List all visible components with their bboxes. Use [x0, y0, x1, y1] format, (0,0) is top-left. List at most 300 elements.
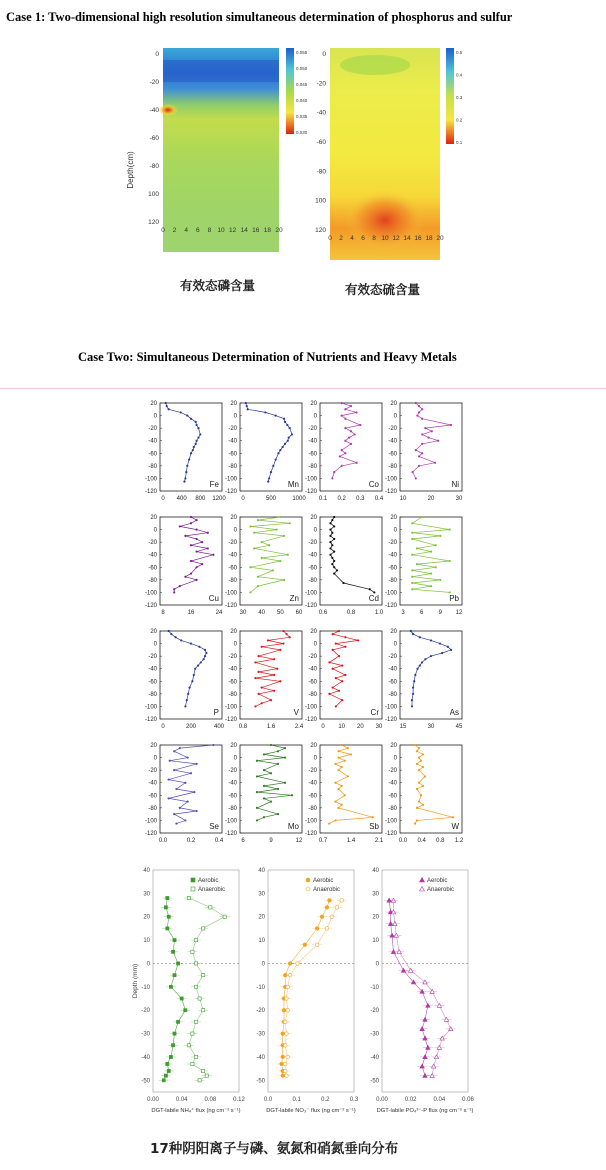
data-point — [179, 585, 181, 587]
ytick-label: 30 — [258, 891, 265, 898]
ytick-label: 20 — [150, 401, 157, 407]
data-point — [195, 443, 197, 445]
xtick-label: 9 — [269, 838, 273, 844]
data-point — [341, 680, 343, 682]
phosphorus-caption: 有效态磷含量 — [180, 278, 256, 293]
data-point — [350, 443, 352, 445]
data-point — [303, 943, 307, 947]
data-point — [413, 680, 415, 682]
data-point — [347, 747, 349, 749]
ytick-label: -20 — [228, 768, 237, 775]
ytick-label: 20 — [150, 515, 157, 521]
ytick-label: -40 — [308, 780, 317, 787]
data-point — [199, 433, 201, 435]
ytick-label: 0 — [313, 641, 317, 648]
data-point — [422, 785, 424, 787]
data-point — [341, 465, 343, 467]
data-point — [198, 1079, 201, 1082]
data-point — [179, 747, 181, 749]
data-point — [164, 906, 167, 909]
ytick-label: 0 — [233, 755, 237, 762]
data-point — [257, 655, 259, 657]
data-point — [335, 642, 337, 644]
ytick-label: -100 — [384, 704, 397, 711]
data-point — [202, 1009, 205, 1012]
ytick-label: -80 — [388, 691, 397, 698]
data-point — [329, 554, 331, 556]
data-point — [450, 649, 452, 651]
profile-Mn — [225, 401, 306, 502]
ytick-label: -50 — [370, 1078, 379, 1085]
data-point — [335, 906, 339, 910]
data-point — [190, 560, 192, 562]
ytick-label: -40 — [308, 552, 317, 559]
xtick-label: 12 — [295, 838, 303, 844]
flux-panel-NO3 — [256, 868, 359, 1114]
data-point — [272, 465, 274, 467]
data-point — [414, 744, 416, 746]
data-point — [184, 705, 186, 707]
ytick-label: -120 — [144, 717, 157, 723]
ytick-label: 0 — [393, 755, 397, 762]
element-label: Fe — [209, 480, 219, 489]
xtick-label: 0.0 — [398, 838, 408, 844]
phosphorus-hotspot — [158, 104, 178, 116]
xtick-label: 10 — [399, 496, 407, 502]
data-point — [276, 668, 278, 670]
data-point — [192, 449, 194, 451]
map-ytick-label: -80 — [316, 168, 326, 176]
ytick-label: -80 — [388, 463, 397, 470]
xtick-label: 2.4 — [294, 724, 304, 730]
data-point — [341, 664, 343, 666]
ytick-label: -20 — [141, 1008, 150, 1015]
data-point — [315, 927, 319, 931]
data-point — [184, 576, 186, 578]
ytick-label: -20 — [148, 540, 157, 547]
ytick-label: 20 — [372, 914, 379, 921]
ytick-label: -40 — [308, 666, 317, 673]
xtick-label: 0.4 — [417, 838, 426, 844]
data-point — [196, 519, 198, 521]
profile-Pb — [385, 515, 463, 616]
ytick-label: -100 — [304, 590, 317, 597]
data-point — [279, 649, 281, 651]
data-point — [202, 927, 205, 930]
data-point — [254, 705, 256, 707]
plot-frame — [160, 745, 222, 833]
colorbar-label: 0.3 — [456, 95, 463, 100]
plot-frame — [400, 745, 462, 833]
data-point — [196, 763, 198, 765]
data-point — [344, 440, 346, 442]
profile-V — [225, 629, 304, 730]
data-point — [331, 532, 333, 534]
data-point — [279, 560, 281, 562]
ytick-label: 10 — [143, 938, 150, 945]
legend-marker — [306, 887, 310, 891]
data-point — [421, 443, 423, 445]
xtick-label: 0.3 — [356, 496, 365, 502]
profile-Fe — [145, 401, 226, 502]
data-point — [341, 402, 343, 404]
legend-label: Anaerobic — [313, 887, 341, 893]
data-point — [430, 572, 432, 574]
colorbar-label: 0.055 — [296, 50, 308, 55]
data-point — [171, 1044, 174, 1047]
data-point — [263, 816, 265, 818]
data-point — [359, 424, 361, 426]
data-point — [272, 569, 274, 571]
data-point — [415, 449, 417, 451]
xtick-label: 0.1 — [318, 496, 328, 502]
data-point — [173, 588, 175, 590]
ytick-label: -100 — [384, 476, 397, 483]
xtick-label: 0.04 — [433, 1097, 446, 1103]
data-point — [418, 800, 420, 802]
ytick-label: 0 — [233, 413, 237, 420]
plot-frame — [240, 403, 302, 491]
data-point — [204, 655, 206, 657]
ytick-label: -60 — [228, 679, 237, 686]
data-point — [283, 1069, 287, 1073]
ytick-label: -80 — [388, 577, 397, 584]
data-point — [191, 950, 194, 953]
ytick-label: 0 — [153, 641, 157, 648]
plot-frame — [400, 631, 462, 719]
data-point — [341, 449, 343, 451]
data-point — [176, 962, 179, 965]
data-point — [175, 636, 177, 638]
data-point — [414, 674, 416, 676]
data-point — [354, 433, 356, 435]
data-point — [422, 804, 424, 806]
data-point — [245, 402, 247, 404]
data-point — [284, 421, 286, 423]
data-point — [439, 579, 441, 581]
ytick-label: -60 — [388, 679, 397, 686]
data-point — [166, 896, 169, 899]
map-ytick-label: -80 — [149, 163, 159, 170]
xtick-label: 0 — [161, 724, 165, 730]
ytick-label: -60 — [148, 679, 157, 686]
data-point — [333, 560, 335, 562]
legend-label: Anaerobic — [427, 887, 455, 893]
data-point — [416, 547, 418, 549]
ytick-label: -80 — [308, 577, 317, 584]
data-point — [175, 788, 177, 790]
sulfur-colorbar — [446, 48, 454, 144]
data-point — [333, 525, 335, 527]
case2-heading: Case Two: Simultaneous Determination of Nutrients and Heavy Metals — [78, 350, 457, 364]
legend-label: Aerobic — [198, 878, 219, 884]
data-point — [168, 408, 170, 410]
data-point — [173, 939, 176, 942]
data-point — [320, 915, 324, 919]
ytick-label: -40 — [148, 552, 157, 559]
ytick-label: -10 — [141, 984, 150, 991]
data-point — [209, 906, 212, 909]
data-point — [273, 690, 275, 692]
map-xtick-label: 8 — [372, 235, 376, 242]
ytick-label: 20 — [230, 401, 237, 407]
map-ytick-label: 0 — [322, 51, 326, 58]
data-point — [253, 547, 255, 549]
data-point — [357, 639, 359, 641]
profile-Co — [305, 401, 384, 502]
data-point — [193, 791, 195, 793]
data-point — [411, 588, 413, 590]
ytick-label: -60 — [228, 565, 237, 572]
data-point — [416, 763, 418, 765]
data-point — [331, 563, 333, 565]
ytick-label: -100 — [144, 818, 157, 825]
ytick-label: -40 — [148, 666, 157, 673]
data-point — [337, 756, 339, 758]
data-point — [329, 535, 331, 537]
map-xtick-label: 4 — [184, 227, 189, 234]
data-point — [412, 471, 414, 473]
map-ytick-label: 120 — [148, 219, 159, 226]
data-point — [282, 642, 284, 644]
ytick-label: -60 — [388, 793, 397, 800]
data-point — [168, 630, 170, 632]
data-point — [201, 541, 203, 543]
ytick-label: -100 — [224, 704, 237, 711]
phosphorus-map-blue-band — [163, 60, 279, 82]
data-point — [328, 822, 330, 824]
data-point — [418, 455, 420, 457]
map-xtick-label: 2 — [339, 235, 343, 242]
data-point — [339, 455, 341, 457]
xtick-label: 2.1 — [374, 838, 384, 844]
map-ytick-label: -20 — [149, 79, 159, 86]
data-point — [344, 427, 346, 429]
data-point — [418, 411, 420, 413]
plot-frame — [320, 631, 382, 719]
ytick-label: -50 — [141, 1078, 150, 1085]
ytick-label: -40 — [228, 780, 237, 787]
xtick-label: 1.6 — [266, 724, 276, 730]
data-point — [350, 753, 352, 755]
ytick-label: 20 — [390, 743, 397, 749]
data-point — [411, 705, 413, 707]
data-point — [411, 582, 413, 584]
ytick-label: -60 — [388, 451, 397, 458]
data-point — [173, 1032, 176, 1035]
map-xtick-label: 10 — [381, 235, 389, 242]
xtick-label: 0 — [321, 724, 325, 730]
xtick-label: 400 — [176, 496, 187, 502]
colorbar-label: 0.040 — [296, 98, 308, 103]
ytick-label: -20 — [388, 768, 397, 775]
data-point — [283, 1020, 287, 1024]
data-point — [332, 649, 334, 651]
data-point — [411, 569, 413, 571]
data-point — [273, 674, 275, 676]
element-label: Mo — [287, 822, 299, 831]
data-point — [291, 433, 293, 435]
data-point — [356, 462, 358, 464]
ytick-label: -100 — [144, 704, 157, 711]
data-point — [283, 1062, 287, 1066]
ytick-label: -80 — [228, 577, 237, 584]
data-point — [256, 807, 258, 809]
plot-frame — [320, 517, 382, 605]
sulfur-green-patch — [340, 55, 410, 75]
data-point — [344, 636, 346, 638]
ytick-label: -20 — [308, 768, 317, 775]
data-point — [341, 804, 343, 806]
data-point — [168, 778, 170, 780]
data-point — [190, 572, 192, 574]
element-label: Cu — [208, 594, 219, 603]
xtick-label: 0.02 — [404, 1097, 417, 1103]
data-point — [328, 661, 330, 663]
xtick-label: 0.2 — [321, 1097, 330, 1103]
data-point — [254, 677, 256, 679]
data-point — [328, 693, 330, 695]
data-point — [284, 747, 286, 749]
ytick-label: 10 — [372, 938, 379, 945]
xtick-label: 0.0 — [158, 838, 168, 844]
ytick-label: -40 — [228, 438, 237, 445]
data-point — [193, 446, 195, 448]
data-point — [190, 516, 192, 518]
data-point — [261, 557, 263, 559]
profile-Mo — [225, 743, 303, 844]
data-point — [279, 516, 281, 518]
data-point — [418, 782, 420, 784]
plot-frame — [320, 403, 382, 491]
ytick-label: 0 — [313, 755, 317, 762]
data-point — [430, 655, 432, 657]
legend-marker — [306, 878, 310, 882]
xtick-label: 45 — [455, 724, 463, 730]
data-point — [412, 693, 414, 695]
map-ytick-label: -40 — [149, 107, 159, 114]
data-point — [296, 962, 300, 966]
data-point — [430, 550, 432, 552]
data-point — [184, 535, 186, 537]
data-point — [187, 693, 189, 695]
ytick-label: 30 — [143, 891, 150, 898]
data-point — [418, 465, 420, 467]
data-point — [369, 588, 371, 590]
data-point — [286, 1008, 290, 1012]
ytick-label: -40 — [308, 438, 317, 445]
data-point — [187, 896, 190, 899]
data-point — [338, 630, 340, 632]
ytick-label: -80 — [388, 805, 397, 812]
ytick-label: -60 — [228, 451, 237, 458]
map-xtick-label: 0 — [328, 235, 332, 242]
data-point — [424, 775, 426, 777]
ytick-label: 0 — [375, 961, 379, 968]
ytick-label: 20 — [143, 914, 150, 921]
element-profile-grid — [0, 395, 606, 855]
data-point — [329, 547, 331, 549]
xtick-label: 20 — [356, 724, 364, 730]
data-point — [416, 750, 418, 752]
map-ytick-label: -60 — [316, 139, 326, 146]
data-point — [434, 462, 436, 464]
data-point — [277, 452, 279, 454]
xtick-label: 0.8 — [346, 610, 356, 616]
xtick-label: 1000 — [292, 496, 306, 502]
plot-frame — [160, 403, 222, 491]
data-point — [411, 699, 413, 701]
data-point — [190, 772, 192, 774]
data-point — [341, 766, 343, 768]
data-point — [279, 680, 281, 682]
data-point — [263, 797, 265, 799]
data-point — [189, 686, 191, 688]
ytick-label: -10 — [370, 984, 379, 991]
data-point — [261, 686, 263, 688]
xtick-label: 50 — [276, 610, 284, 616]
xtick-label: 3 — [401, 610, 405, 616]
flux-xlabel: DGT-labile NO₃⁻ flux (ng cm⁻² s⁻¹) — [266, 1108, 356, 1114]
xtick-label: 500 — [265, 496, 277, 502]
data-point — [185, 471, 187, 473]
data-point — [335, 677, 337, 679]
ytick-label: -120 — [304, 717, 317, 723]
data-point — [342, 582, 344, 584]
data-point — [190, 544, 192, 546]
map-xtick-label: 12 — [228, 227, 237, 234]
ytick-label: -80 — [308, 463, 317, 470]
ytick-label: -100 — [304, 476, 317, 483]
ytick-label: -60 — [308, 793, 317, 800]
ytick-label: -60 — [308, 679, 317, 686]
ytick-label: -100 — [144, 590, 157, 597]
ytick-label: -80 — [228, 463, 237, 470]
data-point — [201, 563, 203, 565]
ytick-label: 0 — [393, 641, 397, 648]
xtick-label: 0.1 — [292, 1097, 301, 1103]
element-label: Mn — [287, 480, 299, 489]
data-point — [412, 633, 414, 635]
phosphorus-colorbar — [286, 48, 294, 134]
ytick-label: 20 — [310, 743, 317, 749]
data-point — [270, 471, 272, 473]
ytick-label: 40 — [143, 868, 150, 874]
data-point — [173, 813, 175, 815]
map-xtick-label: 12 — [392, 235, 400, 242]
colorbar-label: 0.1 — [456, 140, 463, 145]
data-point — [421, 516, 423, 518]
data-point — [212, 744, 214, 746]
xtick-label: 40 — [258, 610, 266, 616]
ytick-label: 20 — [230, 515, 237, 521]
data-point — [348, 436, 350, 438]
xtick-label: 0.0 — [263, 1097, 273, 1103]
data-point — [179, 525, 181, 527]
data-point — [168, 797, 170, 799]
data-point — [256, 791, 258, 793]
element-label: As — [449, 708, 459, 717]
map-ytick-label: 100 — [315, 197, 326, 205]
data-point — [334, 800, 336, 802]
data-point — [249, 525, 251, 527]
plot-frame — [400, 517, 462, 605]
data-point — [286, 985, 290, 989]
colorbar-label: 0.4 — [456, 72, 463, 78]
data-point — [197, 664, 199, 666]
xtick-label: 200 — [185, 724, 197, 730]
data-point — [184, 1009, 187, 1012]
